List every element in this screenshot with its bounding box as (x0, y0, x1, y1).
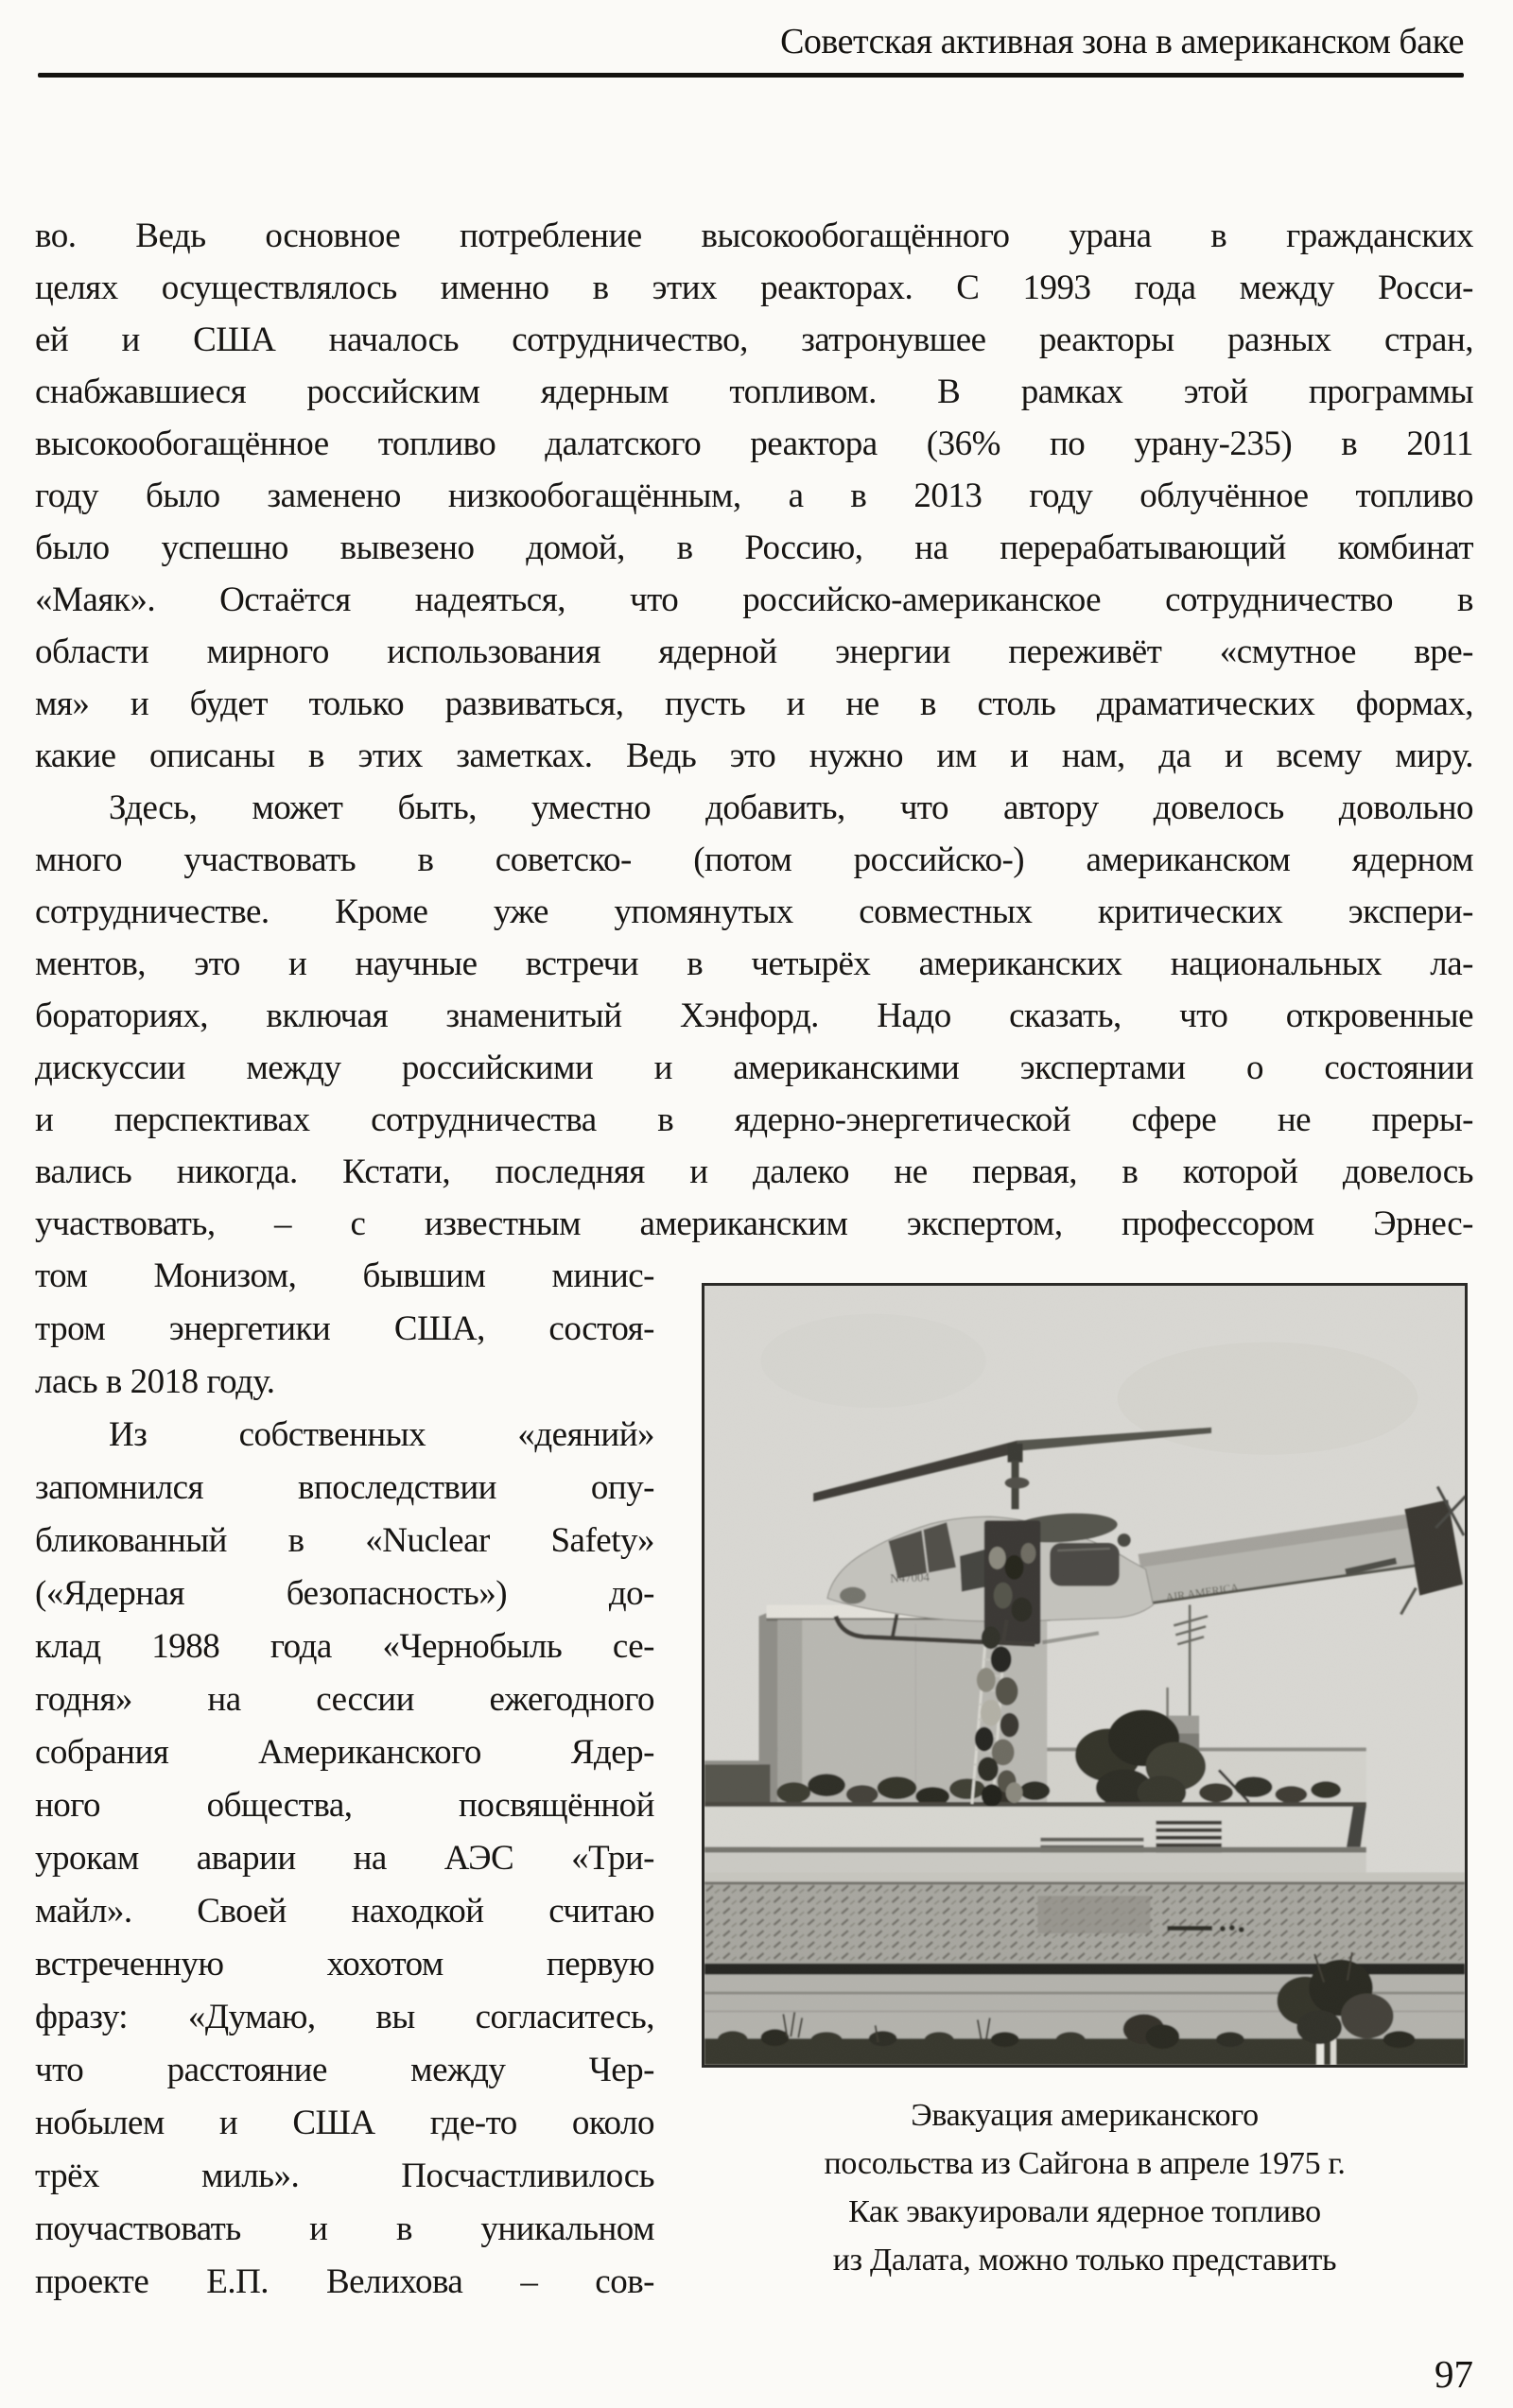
text-line: Как эвакуировали ядерное топливо (848, 2194, 1321, 2229)
text-line: годня» на сессии ежегодного (35, 1680, 654, 1719)
page-number: 97 (1435, 2352, 1473, 2396)
text-line: высокообогащённое топливо далатского реактора (36% по урану-235) в 2011 (35, 424, 1473, 463)
text-line: бликованный в «Nuclear Safety» (35, 1521, 654, 1560)
photo-caption (702, 2091, 1468, 2284)
article-text-column (35, 1250, 654, 2309)
text-line: Здесь, может быть, уместно добавить, что автору довелось довольно (109, 788, 1473, 827)
text-line: майл». Своей находкой считаю (35, 1892, 654, 1931)
text-line: «Маяк». Остаётся надеяться, что российско-американское сотрудничество в (35, 580, 1473, 619)
text-line: какие описаны в этих заметках. Ведь это нужно им и нам, да и всему миру. (35, 736, 1473, 775)
text-line: трёх миль». Посчастливилось (35, 2157, 654, 2195)
text-line: Эвакуация американского (911, 2098, 1259, 2133)
text-line: посольства из Сайгона в апреле 1975 г. (824, 2146, 1346, 2181)
text-line: целях осуществлялось именно в этих реакторах. С 1993 года между Росси- (35, 269, 1473, 307)
text-line: («Ядерная безопасность») до- (35, 1574, 654, 1613)
text-line: области мирного использования ядерной энергии переживёт «смутное вре- (35, 632, 1473, 671)
text-line: ментов, это и научные встречи в четырёх американских национальных ла- (35, 944, 1473, 983)
photo-figure (702, 1283, 1468, 2068)
text-line: много участвовать в советско- (потом российско-) американском ядерном (35, 840, 1473, 879)
text-line: запомнился впоследствии опу- (35, 1468, 654, 1507)
text-line: лась в 2018 году. (35, 1362, 275, 1401)
header-rule (38, 73, 1464, 78)
text-line: том Монизом, бывшим минис- (35, 1256, 654, 1295)
text-line: снабжавшиеся российским ядерным топливом. В рамках этой программы (35, 372, 1473, 411)
text-line: что расстояние между Чер- (35, 2051, 654, 2089)
article-text-fullwidth (35, 210, 1473, 1250)
svg-text:N47004: N47004 (890, 1570, 930, 1585)
text-line: проекте Е.П. Велихова – сов- (35, 2262, 654, 2301)
text-line: во. Ведь основное потребление высокообогащённого урана в гражданских (35, 217, 1473, 255)
text-line: участвовать, – с известным американским экспертом, профессором Эрнес- (35, 1204, 1473, 1243)
text-line: урокам аварии на АЭС «Три- (35, 1839, 654, 1878)
text-line: ного общества, посвящённой (35, 1786, 654, 1825)
text-line: Из собственных «деяний» (109, 1415, 654, 1454)
text-line: бораториях, включая знаменитый Хэнфорд. Надо сказать, что откровенные (35, 996, 1473, 1035)
text-line: ей и США началось сотрудничество, затронувшее реакторы разных стран, (35, 320, 1473, 359)
text-line: клад 1988 года «Чернобыль се- (35, 1627, 654, 1666)
text-line: и перспективах сотрудничества в ядерно-энергетической сфере не преры- (35, 1100, 1473, 1139)
text-line: поучаствовать и в уникальном (35, 2209, 654, 2248)
text-line: тром энергетики США, состоя- (35, 1309, 654, 1348)
text-line: нобылем и США где-то около (35, 2104, 654, 2142)
text-line: дискуссии между российскими и американскими экспертами о состоянии (35, 1048, 1473, 1087)
text-line: из Далата, можно только представить (832, 2243, 1337, 2278)
text-line: году было заменено низкообогащённым, а в 2013 году облучённое топливо (35, 476, 1473, 515)
text-line: встреченную хохотом первую (35, 1945, 654, 1984)
running-header: Советская активная зона в американском баке (780, 22, 1464, 61)
photo-grain-overlay (704, 1286, 1465, 2065)
text-line: сотрудничестве. Кроме уже упомянутых совместных критических экспери- (35, 892, 1473, 931)
photo-helicopter-evacuation (704, 1286, 1465, 2065)
text-line: мя» и будет только развиваться, пусть и не в столь драматических формах, (35, 684, 1473, 723)
svg-text:AIR AMERICA: AIR AMERICA (1164, 1580, 1240, 1604)
text-line: вались никогда. Кстати, последняя и далеко не первая, в которой довелось (35, 1152, 1473, 1191)
text-line: фразу: «Думаю, вы согласитесь, (35, 1998, 654, 2036)
text-line: было успешно вывезено домой, в Россию, на перерабатывающий комбинат (35, 528, 1473, 567)
text-line: собрания Американского Ядер- (35, 1733, 654, 1772)
